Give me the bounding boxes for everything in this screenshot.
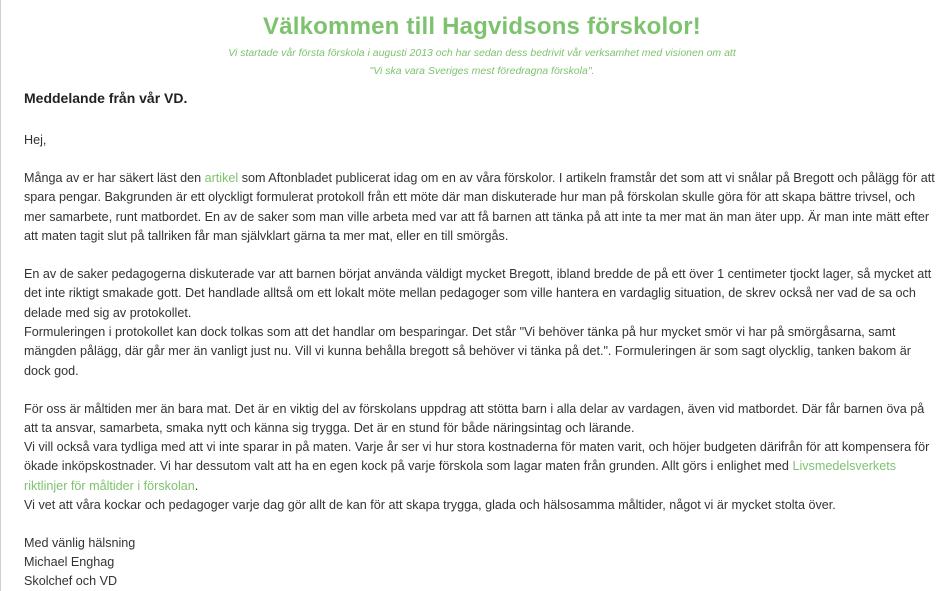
page-left-border [0, 0, 1, 591]
paragraph-5 [24, 438, 938, 496]
page-title: Välkommen till Hagvidsons förskolor! [263, 13, 701, 40]
paragraph-4: För oss är måltiden mer än bara mat. Det är en viktig del av förskolans uppdrag att stötta barn i alla delar av vardagen, även vid matbordet. Där får barnen öva på att ta ansvar, samarbeta, smaka nytt och känna sig trygga. Det är en stund för både näringsintag och lärande. [24, 402, 925, 436]
subtitle-line-1: Vi startade vår första förskola i augusti 2013 och har sedan dess bedrivit vår verksamhet med visionen om att [228, 47, 736, 59]
greeting: Hej, [24, 133, 47, 147]
paragraph-5-text-b: . [194, 478, 199, 493]
paragraph-6: Vi vet att våra kockar och pedagoger varje dag gör allt de kan för att skapa trygga, glada och hälsosamma måltider, något vi är mycket stolta över. [24, 498, 836, 512]
paragraph-1-text-b: som Aftonbladet publicerat idag om en av våra förskolor. I artikeln framstår det som att vi snålar på Bregott och pålägg för att spara pengar. Bakgrunden är ett olyckligt formulerat protokoll från ett möte där man diskuterade hur man på förskolan skulle göra för att skapa bättre trivsel, och mer samarbete, runt matbordet. En av de saker som man ville arbeta med var att få barnen att tänka på att inte ta mer mat än man äter upp. Är man inte mätt efter att maten tagit slut på tallriken får man självklart gärna ta mer mat, eller en till smörgås. [24, 171, 935, 243]
paragraph-3: Formuleringen i protokollet kan dock tolkas som att det handlar om besparingar. Det står "Vi behöver tänka på hur mycket smör vi har på smörgåsarna, samt mängden pålägg, där går mer än vanligt just nu. Vill vi kunna behålla bregott så behöver vi tänka på det.". Formuleringen är som sagt olycklig, tanken bakom är dock god. [24, 325, 911, 378]
subtitle-line-2: "Vi ska vara Sveriges mest föredragna förskola". [369, 65, 595, 77]
paragraph-5-text-a: Vi vill också vara tydliga med att vi inte sparar in på maten. Varje år ser vi hur stora kostnaderna för maten varit, och höjer budgeten därifrån för att kompensera för ökade inköpskostnader. Vi har dessutom valt att ha en egen kock på varje förskola som lagar maten från grunden. Allt görs i enlighet med [24, 440, 930, 474]
paragraph-2: En av de saker pedagogerna diskuterade var att barnen börjat använda väldigt mycket Bregott, ibland bredde de på ett över 1 centimeter tjockt lager, så mycket att det inte riktigt smakade gott. Det handlade alltså om ett lokalt möte mellan pedagoger som ville hantera en vardaglig situation, de skrev också ner vad de sa och delade med sig av protokollet. [24, 267, 932, 320]
author-role: Skolchef och VD [24, 574, 118, 588]
signoff: Med vänlig hälsning [24, 536, 136, 550]
guidelines-link[interactable]: Livsmedelsverkets riktlinjer för måltider i förskolan [24, 459, 897, 493]
paragraph-1 [24, 169, 938, 246]
article-link[interactable]: artikel [204, 171, 239, 185]
author-name: Michael Enghag [24, 555, 115, 569]
article-heading: Meddelande från vår VD. [24, 90, 188, 106]
paragraph-1-text-a: Många av er har säkert läst den [24, 171, 205, 185]
